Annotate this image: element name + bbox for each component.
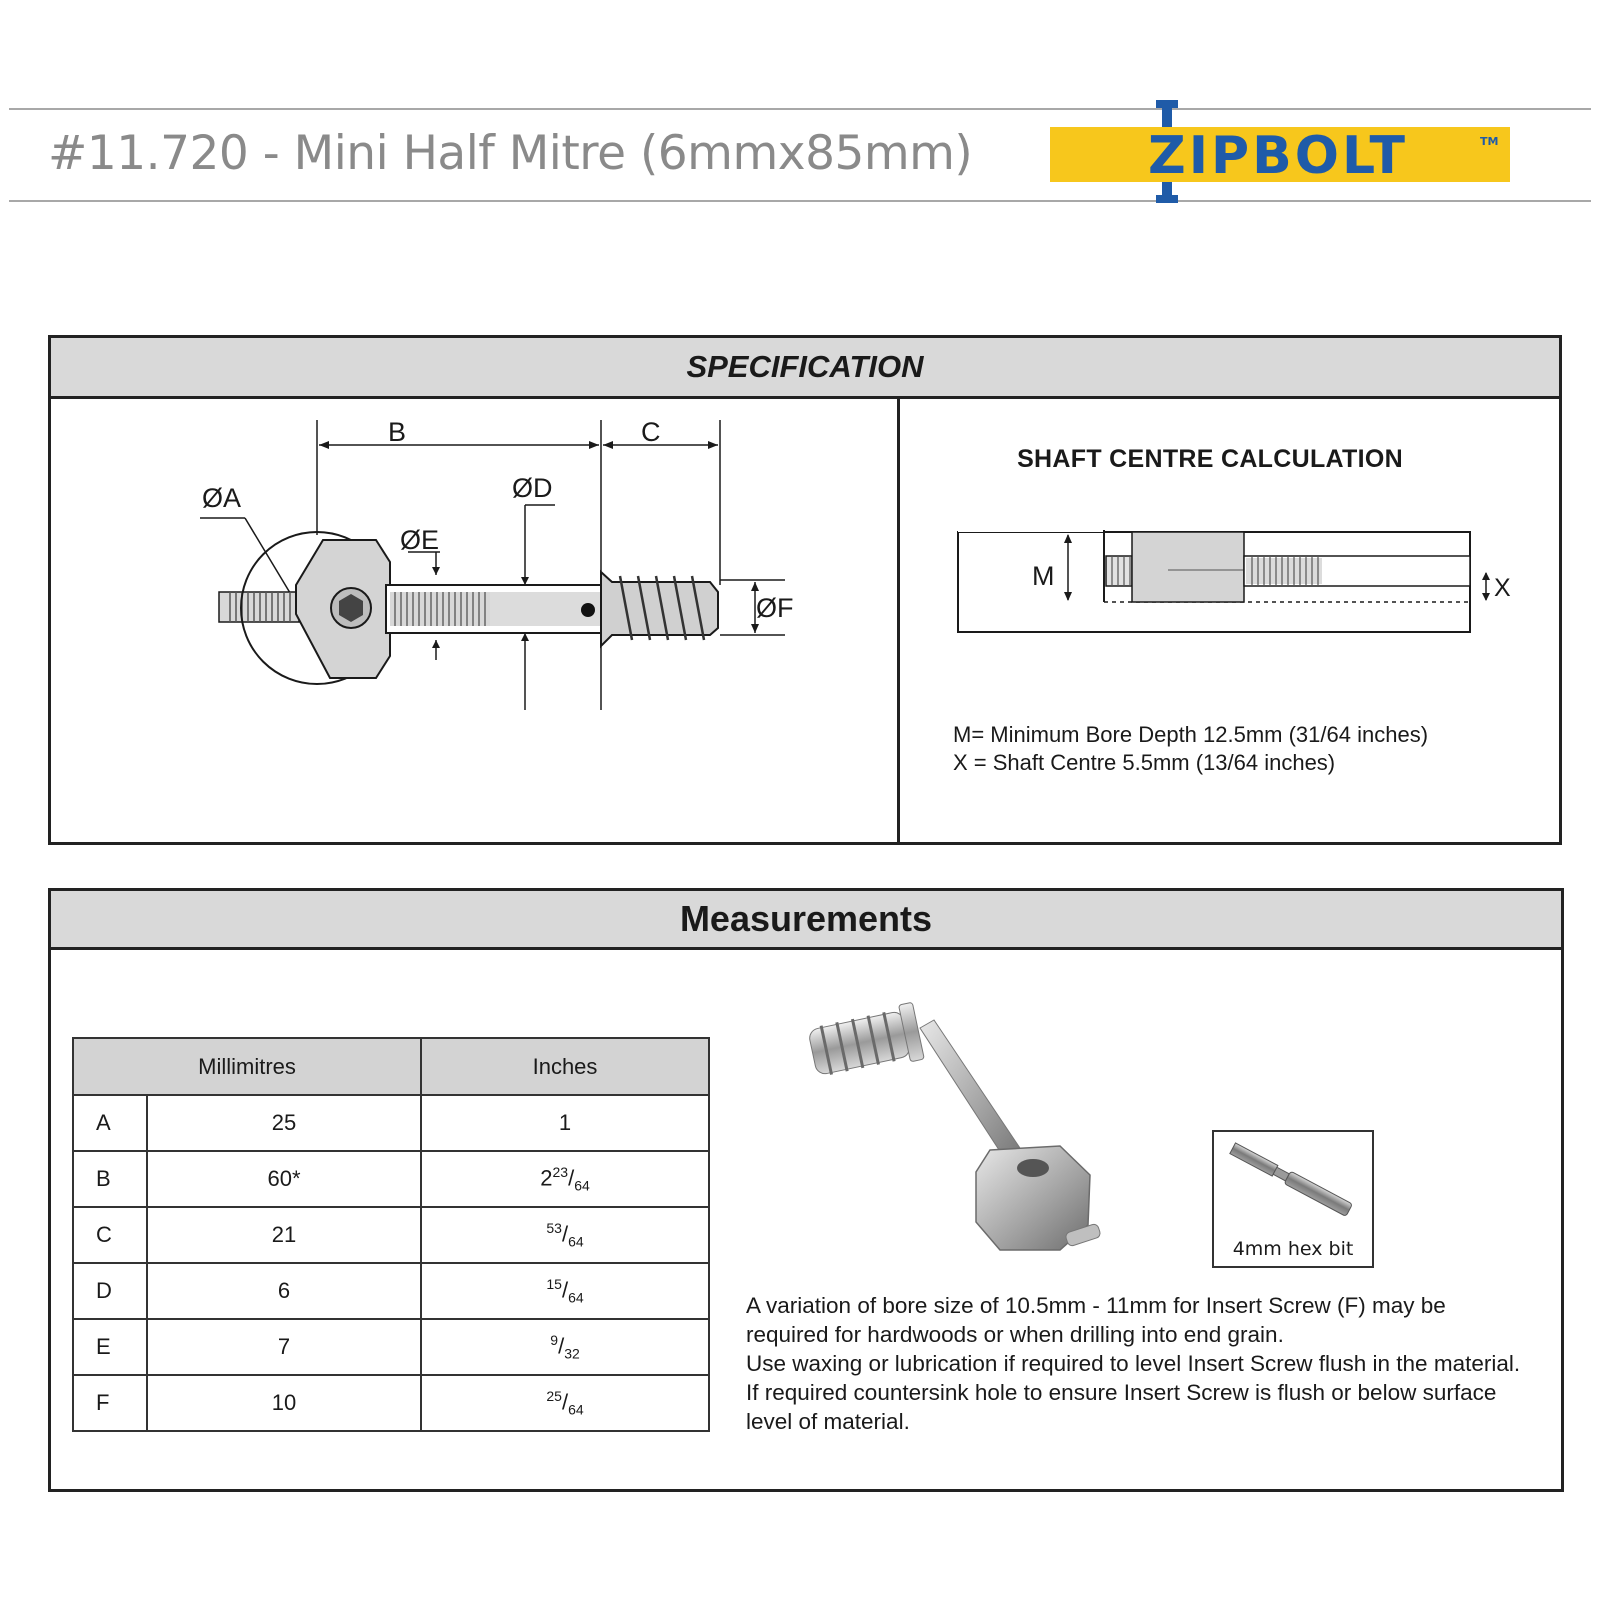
specification-heading: SPECIFICATION [51, 338, 1559, 399]
page-title: #11.720 - Mini Half Mitre (6mmx85mm) [48, 126, 973, 181]
fraction-slash: / [561, 1221, 569, 1247]
inches-denominator: 64 [568, 1401, 584, 1418]
shaft-note-x: X = Shaft Centre 5.5mm (13/64 inches) [953, 750, 1336, 775]
inches-denominator: 64 [568, 1289, 584, 1306]
column-header-inches: Inches [421, 1038, 709, 1095]
label-a: ØA [202, 483, 242, 513]
inches-denominator: 32 [564, 1345, 580, 1362]
label-d: ØD [512, 473, 553, 503]
row-millimetres: 6 [147, 1263, 421, 1319]
installation-notes [746, 1291, 1526, 1436]
row-letter: A [73, 1095, 147, 1151]
shaft-centre-title: SHAFT CENTRE CALCULATION [1017, 445, 1403, 473]
label-e: ØE [400, 525, 440, 555]
row-letter: F [73, 1375, 147, 1431]
inches-whole: 1 [558, 1110, 572, 1135]
shaft-note-m: M= Minimum Bore Depth 12.5mm (31/64 inches) [953, 722, 1429, 747]
inches-numerator: 53 [546, 1220, 562, 1237]
row-letter: D [73, 1263, 147, 1319]
inches-denominator: 64 [568, 1233, 584, 1250]
fraction-slash: / [561, 1277, 569, 1303]
inches-numerator: 15 [546, 1276, 562, 1293]
inches-numerator: 25 [546, 1388, 562, 1405]
inches-numerator: 9 [550, 1332, 559, 1349]
hex-bit-caption: 4mm hex bit [1232, 1238, 1354, 1260]
inches-whole: 2 [540, 1165, 553, 1191]
row-millimetres: 7 [147, 1319, 421, 1375]
inches-numerator: 23 [552, 1164, 569, 1181]
label-f: ØF [756, 593, 794, 623]
shaft-label-m: M [1032, 561, 1055, 591]
hex-bit-icon [1214, 1132, 1372, 1232]
row-letter: C [73, 1207, 147, 1263]
note-lubrication: Use waxing or lubrication if required to level Insert Screw flush in the material. If required countersink hole to ensure Insert Screw is flush or below surface level of material. [746, 1351, 1521, 1434]
fraction-slash: / [561, 1389, 569, 1415]
logo-trademark: TM [1480, 135, 1499, 148]
hex-bit-box [1212, 1130, 1374, 1268]
row-millimetres: 21 [147, 1207, 421, 1263]
row-millimetres: 60* [147, 1151, 421, 1207]
inches-denominator: 64 [574, 1177, 590, 1194]
shaft-label-x: X [1494, 574, 1511, 602]
row-letter: E [73, 1319, 147, 1375]
fraction-slash: / [558, 1333, 565, 1359]
column-header-mm: Millimitres [73, 1038, 421, 1095]
measurements-heading: Measurements [51, 891, 1561, 950]
note-bore-variation: A variation of bore size of 10.5mm - 11mm for Insert Screw (F) may be required for hardwoods or when drilling into end grain. [746, 1293, 1446, 1347]
label-b: B [388, 417, 407, 447]
fraction-slash: / [568, 1165, 575, 1191]
row-millimetres: 10 [147, 1375, 421, 1431]
logo-wordmark: ZIPBOLT [1147, 126, 1409, 186]
label-c: C [641, 417, 661, 447]
row-millimetres: 25 [147, 1095, 421, 1151]
row-letter: B [73, 1151, 147, 1207]
